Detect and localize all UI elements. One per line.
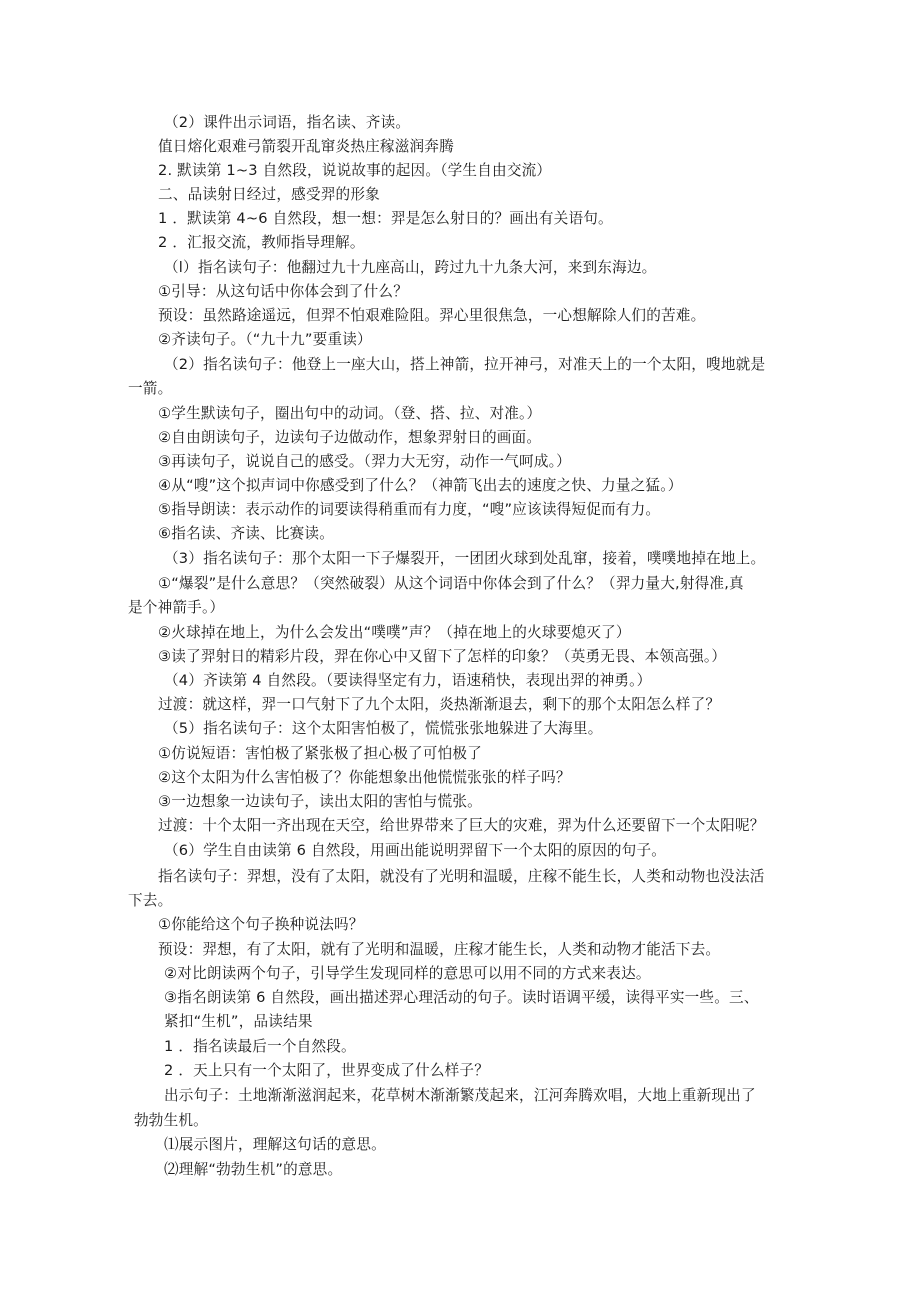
text-line: ③一边想象一边读句子，读出太阳的害怕与慌张。: [158, 793, 482, 810]
text-line: 过渡：十个太阳一齐出现在天空，给世界带来了巨大的灾难，羿为什么还要留下一个太阳呢？: [158, 817, 765, 834]
text-line: ⑥指名读、齐读、比赛读。: [158, 525, 335, 542]
text-line: 二、品读射日经过，感受羿的形象: [158, 186, 380, 203]
text-line: ①引导：从这句话中你体会到了什么？: [158, 283, 408, 300]
text-line: 指名读句子：羿想，没有了太阳，就没有了光明和温暖，庄稼不能生长，人类和动物也没法活: [158, 868, 765, 885]
text-line: ⑤指导朗读：表示动作的词要读得稍重而有力度，“嗖”应该读得短促而有力。: [158, 501, 661, 518]
text-line: ③指名朗读第 6 自然段，画出描述羿心理活动的句子。读时语调平缓，读得平实一些。三、: [164, 989, 759, 1006]
text-line: （l）指名读句子：他翻过九十九座高山，跨过九十九条大河，来到东海边。: [164, 259, 657, 276]
text-line: ①你能给这个句子换种说法吗？: [158, 916, 364, 933]
text-line: （3）指名读句子：那个太阳一下子爆裂开，一团团火球到处乱窜，接着，噗噗地掉在地上。: [164, 550, 766, 567]
text-line: ③读了羿射日的精彩片段，羿在你心中又留下了怎样的印象？（英勇无畏、本领高强。）: [158, 648, 727, 665]
text-line: 预设：羿想，有了太阳，就有了光明和温暖，庄稼才能生长，人类和动物才能活下去。: [158, 941, 721, 958]
text-line: 出示句子：土地渐渐滋润起来，花草树木渐渐繁茂起来，江河奔腾欢唱，大地上重新现出了: [164, 1087, 756, 1104]
text-line: 值日熔化艰难弓箭裂开乱窜炎热庄稼滋润奔腾: [158, 138, 454, 155]
text-line: ①学生默读句子，圈出句中的动词。（登、搭、拉、对准。）: [158, 405, 542, 422]
text-line: （2）课件出示词语，指名读、齐读。: [164, 114, 411, 131]
text-line: 勃勃生机。: [134, 1112, 208, 1129]
text-line: 下去。: [128, 892, 173, 909]
text-line: 一箭。: [128, 380, 173, 397]
text-line: ②对比朗读两个句子，引导学生发现同样的意思可以用不同的方式来表达。: [164, 965, 651, 982]
text-line: （6）学生自由读第 6 自然段，用画出能说明羿留下一个太阳的原因的句子。: [164, 842, 667, 859]
text-line: ②这个太阳为什么害怕极了？你能想象出他慌慌张张的样子吗？: [158, 769, 571, 786]
text-line: ③再读句子，说说自己的感受。（羿力大无穷，动作一气呵成。）: [158, 453, 571, 470]
text-line: ②自由朗读句子，边读句子边做动作，想象羿射日的画面。: [158, 429, 542, 446]
text-line: 过渡：就这样，羿一口气射下了九个太阳，炎热渐渐退去，剩下的那个太阳怎么样了？: [158, 696, 721, 713]
text-line: ②齐读句子。（“九十九”要重读）: [158, 331, 372, 348]
text-line: ⑴展示图片，理解这句话的意思。: [164, 1136, 386, 1153]
text-line: 1 ．默读第 4~6 自然段，想一想：羿是怎么射日的？画出有关语句。: [158, 210, 613, 227]
text-line: ②火球掉在地上，为什么会发出“噗噗”声？（掉在地上的火球要熄灭了）: [158, 624, 631, 641]
text-line: 2 ．汇报交流，教师指导理解。: [158, 234, 365, 251]
text-line: 紧扣“生机”，品读结果: [164, 1013, 313, 1030]
text-line: 2. 默读第 1~3 自然段，说说故事的起因。（学生自由交流）: [158, 162, 552, 179]
text-line: 是个神箭手。）: [128, 599, 225, 616]
text-line: ④从“嗖”这个拟声词中你感受到了什么？（神箭飞出去的速度之快、力量之猛。）: [158, 477, 683, 494]
text-line: ①“爆裂”是什么意思？（突然破裂）从这个词语中你体会到了什么？（羿力量大,射得准,真: [158, 575, 744, 592]
text-line: （4）齐读第 4 自然段。（要读得坚定有力，语速稍快，表现出羿的神勇。）: [164, 672, 652, 689]
text-line: 预设：虽然路途遥远，但羿不怕艰难险阻。羿心里很焦急，一心想解除人们的苦难。: [158, 307, 706, 324]
text-line: ①仿说短语：害怕极了紧张极了担心极了可怕极了: [158, 745, 482, 762]
text-line: （5）指名读句子：这个太阳害怕极了，慌慌张张地躲进了大海里。: [164, 720, 603, 737]
text-line: （2）指名读句子：他登上一座大山，搭上神箭，拉开神弓，对准天上的一个太阳，嗖地就是: [164, 356, 766, 373]
text-line: 1 ．指名读最后一个自然段。: [164, 1038, 356, 1055]
text-line: ⑵理解“勃勃生机”的意思。: [164, 1161, 343, 1178]
text-line: 2 ．天上只有一个太阳了，世界变成了什么样子？: [164, 1062, 489, 1079]
